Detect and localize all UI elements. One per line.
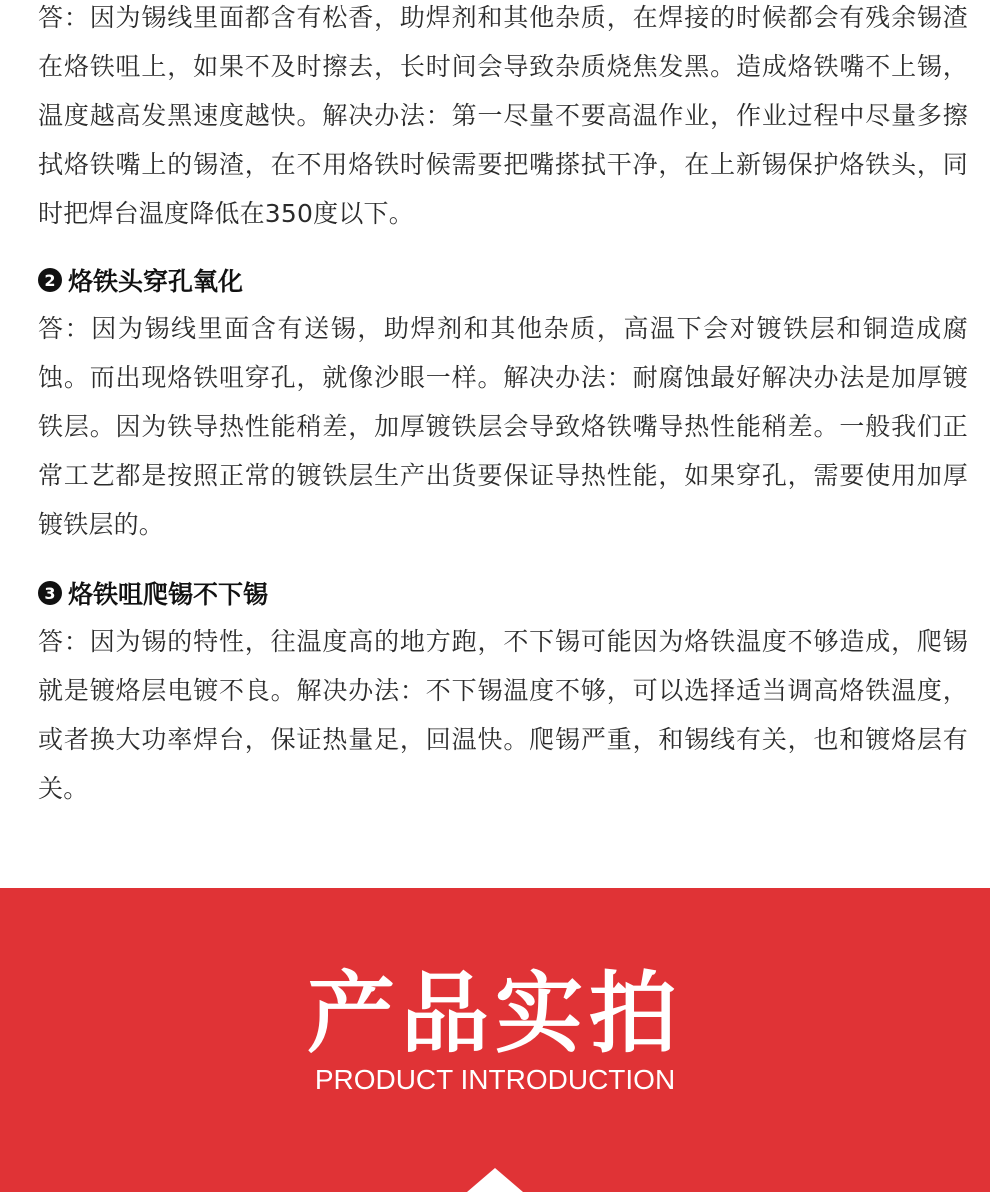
number-badge-icon: 3 <box>38 581 62 605</box>
section3-heading <box>38 571 968 615</box>
article-content <box>38 0 968 813</box>
section3-title: 烙铁咀爬锡不下锡 <box>68 580 269 609</box>
section3-answer: 答：因为锡的特性，往温度高的地方跑，不下锡可能因为烙铁温度不够造成，爬锡就是镀烙层电镀不良。解决办法：不下锡温度不够，可以选择适当调高烙铁温度，或者换大功率焊台，保证热量足，回温快。爬锡严重，和锡线有关，也和镀烙层有关。 <box>38 627 968 803</box>
down-notch-icon <box>467 1168 523 1192</box>
banner-title: 产品实拍 <box>306 962 683 1065</box>
product-banner <box>0 888 990 1192</box>
section2-title: 烙铁头穿孔氧化 <box>68 267 244 296</box>
section1-answer: 答：因为锡线里面都含有松香，助焊剂和其他杂质，在焊接的时候都会有残余锡渣在烙铁咀上，如果不及时擦去，长时间会导致杂质烧焦发黑。造成烙铁嘴不上锡，温度越高发黑速度越快。解决办法：第一尽量不要高温作业，作业过程中尽量多擦拭烙铁嘴上的锡渣，在不用烙铁时候需要把嘴搽拭干净，在上新锡保护烙铁头，同时把焊台温度降低在350度以下。 <box>38 3 968 228</box>
section2-heading <box>38 258 968 302</box>
number-badge-icon: 2 <box>38 268 62 292</box>
banner-subtitle: PRODUCT INTRODUCTION <box>314 1064 676 1095</box>
section2-answer: 答：因为锡线里面含有送锡，助焊剂和其他杂质，高温下会对镀铁层和铜造成腐蚀。而出现烙铁咀穿孔，就像沙眼一样。解决办法：耐腐蚀最好解决办法是加厚镀铁层。因为铁导热性能稍差，加厚镀铁层会导致烙铁嘴导热性能稍差。一般我们正常工艺都是按照正常的镀铁层生产出货要保证导热性能，如果穿孔，需要使用加厚镀铁层的。 <box>38 314 968 539</box>
